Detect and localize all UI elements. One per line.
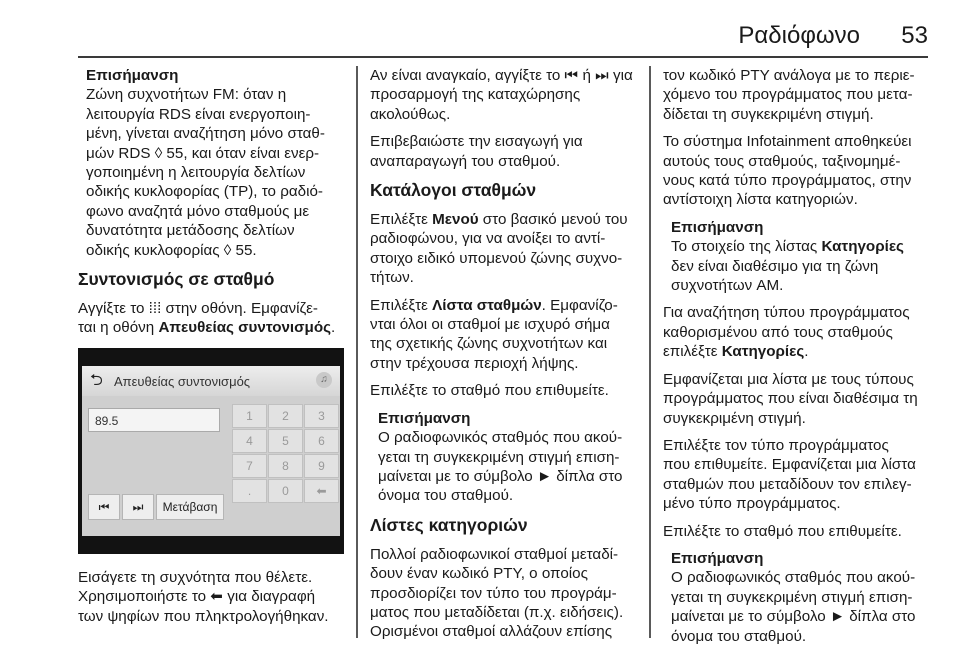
text-line (663, 342, 929, 361)
paragraph (370, 296, 634, 374)
note-line: δυνατότητα μετάδοσης δελτίων (86, 222, 295, 240)
text-line (78, 318, 344, 337)
text-run: στο βασικό μενού του ραδιοφώνου, για να ανοίξει το αντί- στοιχο ειδικό υπομενού ζώνης συχνο- τήτων. (370, 211, 628, 287)
key-2[interactable]: 2 (268, 404, 303, 428)
note-line: γεται τη συγκεκριμένη στιγμή επιση- (671, 588, 913, 606)
text-line: νους κατά τύπο προγράμματος, στην (663, 172, 912, 190)
column-divider (356, 66, 358, 638)
note-line: μαίνεται με το σύμβολο ► δίπλα στο (378, 467, 623, 485)
text-run: ται η οθόνη (78, 319, 159, 337)
page-number: 53 (901, 22, 928, 49)
text-line: Για αναζήτηση τύπου προγράμματος (663, 304, 910, 322)
text-line: καθορισμένου από τους σταθμούς (663, 323, 893, 341)
text-line: Το σύστημα Infotainment αποθηκεύει (663, 133, 912, 151)
column-2 (370, 66, 634, 650)
text-line: συγκεκριμένη στιγμή. (663, 409, 806, 427)
key-1[interactable]: 1 (232, 404, 267, 428)
text-run: . Εμφανίζο- νται όλοι οι σταθμοί με ισχυρό σήμα της σχετικής ζώνης συχνοτήτων και στην τρέχουσα περιοχή λήψης. (370, 296, 618, 372)
text-run: . (331, 319, 336, 337)
previous-button[interactable]: ⏮ (88, 494, 120, 520)
ui-term: Μενού (432, 211, 479, 229)
note-block (663, 549, 929, 646)
text-line: Χρησιμοποιήστε το ⬅ για διαγραφή (78, 588, 316, 606)
note-line: Ο ραδιοφωνικός σταθμός που ακού- (671, 569, 916, 587)
column-1 (78, 66, 344, 634)
direct-tuning-screenshot (78, 348, 344, 554)
key-5[interactable]: 5 (268, 429, 303, 453)
text-line: αντίστοιχη λίστα κατηγοριών. (663, 191, 858, 209)
text-line: χόμενο του προγράμματος που μετα- (663, 86, 913, 104)
key-7[interactable]: 7 (232, 454, 267, 478)
text-line: ακολούθως. (370, 105, 451, 123)
paragraph: Επιλέξτε το σταθμό που επιθυμείτε. (370, 382, 609, 400)
text-line: ματος που μεταδίδεται (π.χ. ειδήσεις). (370, 603, 624, 621)
screen-title: Απευθείας συντονισμός (114, 373, 251, 389)
screen-title-bar (82, 366, 340, 396)
note-line (671, 237, 929, 256)
ui-term: Κατηγορίες (721, 343, 805, 361)
text-line: δίδεται τη συγκεκριμένη στιγμή. (663, 105, 874, 123)
text-line: προσαρμογή της καταχώρησης (370, 86, 581, 104)
go-button[interactable]: Μετάβαση (156, 494, 224, 520)
key-3[interactable]: 3 (304, 404, 339, 428)
note-line: συχνοτήτων AM. (671, 277, 784, 295)
key-0[interactable]: 0 (268, 479, 303, 503)
paragraph (370, 132, 634, 171)
text-line: Αγγίξτε το ⁞⁞⁞ στην οθόνη. Εμφανίζε- (78, 300, 318, 318)
paragraph (78, 299, 344, 338)
frequency-field[interactable]: 89.5 (88, 408, 220, 432)
key-4[interactable]: 4 (232, 429, 267, 453)
key-dot[interactable]: . (232, 479, 267, 503)
text-line: Εισάγετε τη συχνότητα που θέλετε. (78, 568, 313, 586)
section-heading: Λίστες κατηγοριών (370, 514, 528, 535)
paragraph (78, 568, 344, 626)
note-line: λειτουργία RDS είναι ενεργοποιη- (86, 105, 311, 123)
paragraph (370, 210, 634, 288)
text-line: Αν είναι αναγκαίο, αγγίξτε το ⏮ ή ⏭ για (370, 67, 633, 84)
note-block (370, 409, 634, 506)
paragraph (663, 303, 929, 361)
note-line: γεται τη συγκεκριμένη στιγμή επιση- (378, 448, 620, 466)
paragraph (663, 66, 929, 124)
note-title: Επισήμανση (671, 549, 764, 567)
text-line: σταθμών που μεταδίδουν τον επιλεγ- (663, 475, 912, 493)
header-rule (78, 56, 928, 58)
text-line: αναπαραγωγή του σταθμού. (370, 152, 561, 170)
paragraph: Επιλέξτε το σταθμό που επιθυμείτε. (663, 522, 902, 540)
note-line: μαίνεται με το σύμβολο ► δίπλα στο (671, 608, 916, 626)
ui-term: Κατηγορίες (821, 238, 904, 256)
note-line: οδικής κυκλοφορίας ◊ 55. (86, 241, 257, 259)
text-run: επιλέξτε (663, 343, 722, 361)
paragraph (370, 66, 634, 124)
text-line: αυτούς τους σταθμούς, ταξινομημέ- (663, 152, 901, 170)
text-line: μένο τύπο προγράμματος. (663, 495, 841, 513)
ui-term: Απευθείας συντονισμός (158, 319, 332, 337)
text-line: Επιλέξτε τον τύπο προγράμματος (663, 436, 889, 454)
note-line: φωνο αναζητά μόνο σταθμούς με (86, 202, 310, 220)
next-button[interactable]: ⏭ (122, 494, 154, 520)
key-6[interactable]: 6 (304, 429, 339, 453)
key-9[interactable]: 9 (304, 454, 339, 478)
note-block (663, 218, 929, 296)
text-run: Το στοιχείο της λίστας (671, 238, 822, 256)
key-8[interactable]: 8 (268, 454, 303, 478)
section-heading: Κατάλογοι σταθμών (370, 180, 537, 201)
note-line: όνομα του σταθμού. (378, 487, 514, 505)
note-line: Ο ραδιοφωνικός σταθμός που ακού- (378, 429, 623, 447)
text-line: Πολλοί ραδιοφωνικοί σταθμοί μεταδί- (370, 545, 619, 563)
note-line: όνομα του σταθμού. (671, 627, 807, 645)
text-line: των ψηφίων που πληκτρολογήθηκαν. (78, 607, 329, 625)
paragraph (663, 436, 929, 514)
note-title: Επισήμανση (671, 218, 764, 236)
note-line: οδικής κυκλοφορίας (TP), το ραδιό- (86, 183, 323, 201)
text-line: δουν έναν κωδικό PTY, ο οποίος (370, 565, 588, 583)
note-line: γοποιημένη η λειτουργία δελτίων (86, 164, 306, 182)
section-heading: Συντονισμός σε σταθμό (78, 269, 275, 290)
note-line: μών RDS ◊ 55, και όταν είναι ενερ- (86, 144, 320, 162)
back-icon[interactable]: ⮌ (90, 371, 103, 389)
text-line: Ορισμένοι σταθμοί αλλάζουν επίσης (370, 623, 613, 641)
note-line: μένη, γίνεται αναζήτηση μόνο σταθ- (86, 125, 325, 143)
screen-body (82, 396, 340, 536)
note-line: δεν είναι διαθέσιμο για τη ζώνη (671, 257, 879, 275)
backspace-key[interactable]: ⬅ (304, 479, 339, 503)
text-line: Εμφανίζεται μια λίστα με τους τύπους (663, 370, 914, 388)
text-line: προσδιορίζει τον τύπο του προγράμ- (370, 584, 617, 602)
text-run: . (804, 343, 809, 361)
note-block (78, 66, 344, 260)
text-line: Επιβεβαιώστε την εισαγωγή για (370, 133, 583, 151)
paragraph (370, 545, 634, 642)
note-line: Ζώνη συχνοτήτων FM: όταν η (86, 86, 287, 104)
text-line: που επιθυμείτε. Εμφανίζεται μια λίστα (663, 456, 916, 474)
text-run: Επιλέξτε (370, 296, 433, 314)
note-title: Επισήμανση (378, 409, 471, 427)
column-divider (649, 66, 651, 638)
running-header-title: Ραδιόφωνο (738, 22, 860, 49)
paragraph (663, 132, 929, 210)
text-line: τον κωδικό PTY ανάλογα με το περιε- (663, 67, 915, 84)
music-note-icon: ♫ (316, 372, 332, 388)
text-line: προγράμματος που είναι διαθέσιμα τη (663, 390, 918, 408)
note-title: Επισήμανση (86, 67, 179, 84)
column-3 (663, 66, 929, 654)
ui-term: Λίστα σταθμών (432, 296, 542, 314)
text-run: Επιλέξτε (370, 211, 433, 229)
paragraph (663, 370, 929, 428)
